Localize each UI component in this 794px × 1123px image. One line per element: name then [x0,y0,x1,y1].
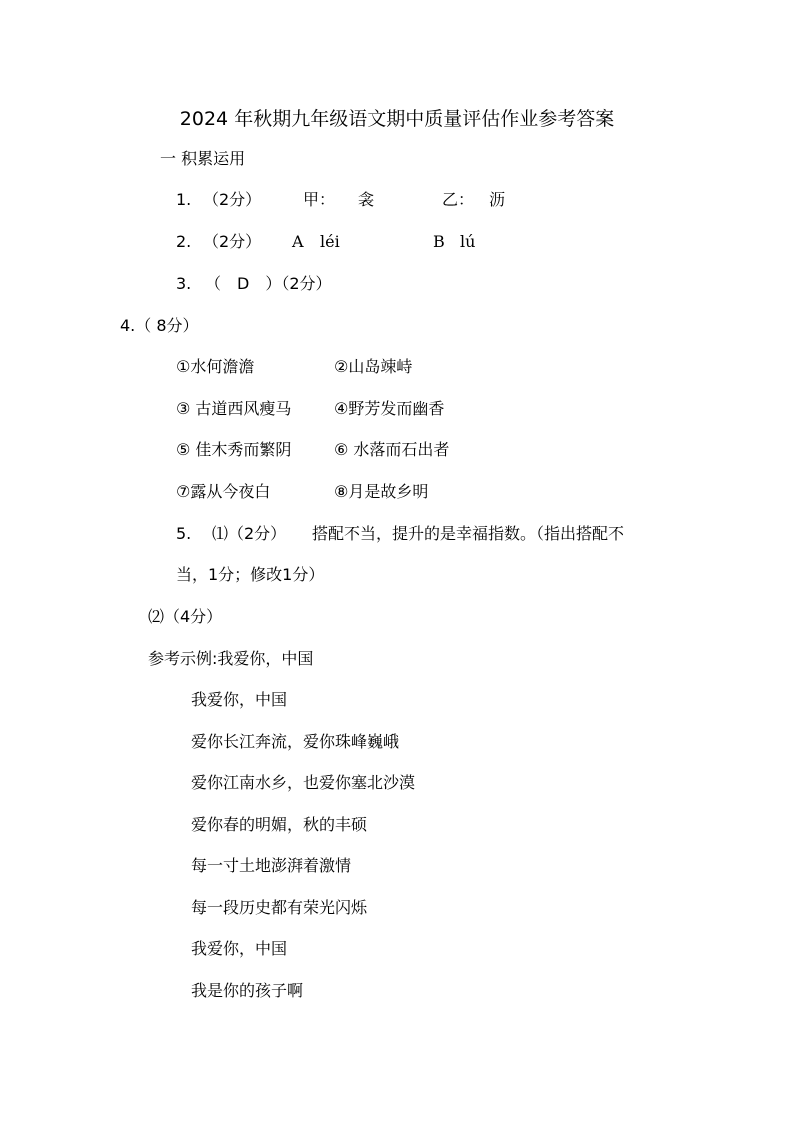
question-1-a-value: 衾 [358,190,375,209]
question-2-number: 2. [176,232,192,251]
poem-line: 我爱你，中国 [191,690,288,709]
poem-line: 每一段历史都有荣光闪烁 [191,898,368,917]
question-4-item: ②山岛竦峙 [334,357,413,376]
question-5-part1-label: ⑴（2分） [212,524,287,543]
question-3-number: 3. [176,274,192,293]
question-5-example-label: 参考示例:我爱你，中国 [148,649,314,668]
poem-line: 爱你江南水乡，也爱你塞北沙漠 [191,773,416,792]
question-4-number: 4.（ 8分） [120,316,199,335]
question-2-b-value: lú [460,232,476,251]
question-2-b-label: B [433,232,445,251]
question-3-answer: （ D ）（2分） [205,274,332,293]
question-1-score: （2分） [203,190,262,209]
question-4-item: ①水何澹澹 [176,357,255,376]
question-5-part1-continued: 当，1分；修改1分） [176,565,325,584]
question-5-number: 5. [176,524,192,543]
question-1-b-value: 沥 [489,190,506,209]
question-2-score: （2分） [203,232,262,251]
document-title: 2024 年秋期九年级语文期中质量评估作业参考答案 [179,108,615,130]
question-5-part1-text: 搭配不当，提升的是幸福指数。（指出搭配不 [312,524,625,543]
poem-line: 爱你长江奔流，爱你珠峰巍峨 [191,732,400,751]
section-heading-accumulation: 一 积累运用 [160,149,246,168]
question-4-item: ⑧月是故乡明 [334,482,429,501]
question-1-number: 1. [176,190,192,209]
poem-line: 每一寸土地澎湃着激情 [191,856,352,875]
question-4-item: ③ 古道西风瘦马 [176,399,292,418]
question-5-part2-label: ⑵（4分） [148,607,223,626]
question-4-item: ④野芳发而幽香 [334,399,445,418]
poem-line: 爱你春的明媚，秋的丰硕 [191,815,368,834]
poem-line: 我爱你，中国 [191,939,288,958]
question-4-item: ⑦露从今夜白 [176,482,271,501]
question-4-item: ⑤ 佳木秀而繁阴 [176,440,292,459]
question-2-a-label: A [292,232,304,251]
poem-line: 我是你的孩子啊 [191,981,304,1000]
question-1-a-label: 甲： [303,190,336,209]
question-4-item: ⑥ 水落而石出者 [334,440,450,459]
question-2-a-value: léi [320,232,340,251]
question-1-b-label: 乙： [442,190,475,209]
